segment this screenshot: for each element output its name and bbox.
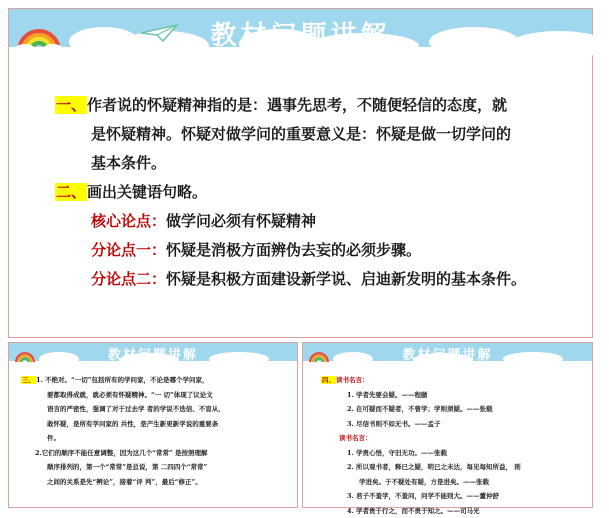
slide-header	[9, 9, 592, 51]
q2-line: 二、画出关键语句略。	[56, 183, 208, 201]
main-content	[55, 91, 562, 294]
point-sub-2: 分论点二：怀疑是积极方面建设新学说、启迪新发明的基本条件。	[91, 270, 527, 288]
q1-marker: 一、	[56, 96, 87, 114]
rainbow-icon	[13, 347, 37, 363]
q1-line-0: 一、作者说的怀疑精神指的是：遇事先思考，不随便轻信的态度，就	[56, 96, 508, 114]
banner-title: 教材问题讲解	[210, 21, 391, 51]
banner-title: 教材问题讲解	[107, 348, 198, 363]
point-sub-1: 分论点一：怀疑是消极方面辨伪去妄的必须步骤。	[91, 241, 422, 259]
slide-header	[9, 343, 297, 361]
banner-title: 教材问题讲解	[402, 348, 493, 363]
slide-thumbnail-right[interactable]	[302, 342, 593, 515]
thumbnail-content: 三、1. 不绝对。“一切”包括所有的学问家，不论是哪个学问家， 要都取得成就，就必须有怀疑精神。“一 切”体现了议论文 语言的严密性，强调了对于过去学 者的学说不迭信、不盲从、 敢怀疑，是所有学问家的 共性，是产生新更新学说的重要条 件。 2.它们的顺序不能任意调整，因为这几个“常常” 是按照理解 顺序排列的，第一个“常常”是总说，第 二四四个“常常” 之间的关系是先“辨论”，接着“评 判”，最后“修正”。	[21, 373, 289, 489]
point-core: 核心论点：做学问必须有怀疑精神	[91, 212, 317, 230]
slide-main	[8, 8, 593, 338]
slide-thumbnail-left[interactable]	[8, 342, 298, 508]
q2-marker: 二、	[56, 183, 87, 201]
slide-header	[303, 343, 592, 361]
q3-line-0: 三、1. 不绝对。“一切”包括所有的学问家，不论是哪个学问家，	[22, 376, 209, 384]
q1-line-2: 基本条件。	[91, 154, 167, 172]
q1-line-1: 是怀疑精神。怀疑对做学问的重要意义是：怀疑是做一切学问的	[91, 125, 512, 143]
rainbow-icon	[307, 347, 331, 363]
q4-line: 四、读书名言：	[322, 376, 369, 384]
rainbow-icon	[15, 17, 63, 53]
thumbnail-content: 四、读书名言： 1. 学者先要会疑。——程颐 2. 在可疑而不疑者，不曾学；学则须疑。——张载 3. 尽信书则不如无书。——孟子 读书名言： 1. 学贵心悟，守旧无功。——张载 2. 所以观书者，释已之疑，明已之未达，每见每知所益， 则 学进矣。于不疑处有疑，方是进矣。——张载 3. 君子不羞学，不羞问，问学不能则大。——董仲舒 4. 学者贵于行之，而不贵于知之。——司马光	[321, 373, 584, 518]
paper-plane-icon	[139, 23, 179, 43]
